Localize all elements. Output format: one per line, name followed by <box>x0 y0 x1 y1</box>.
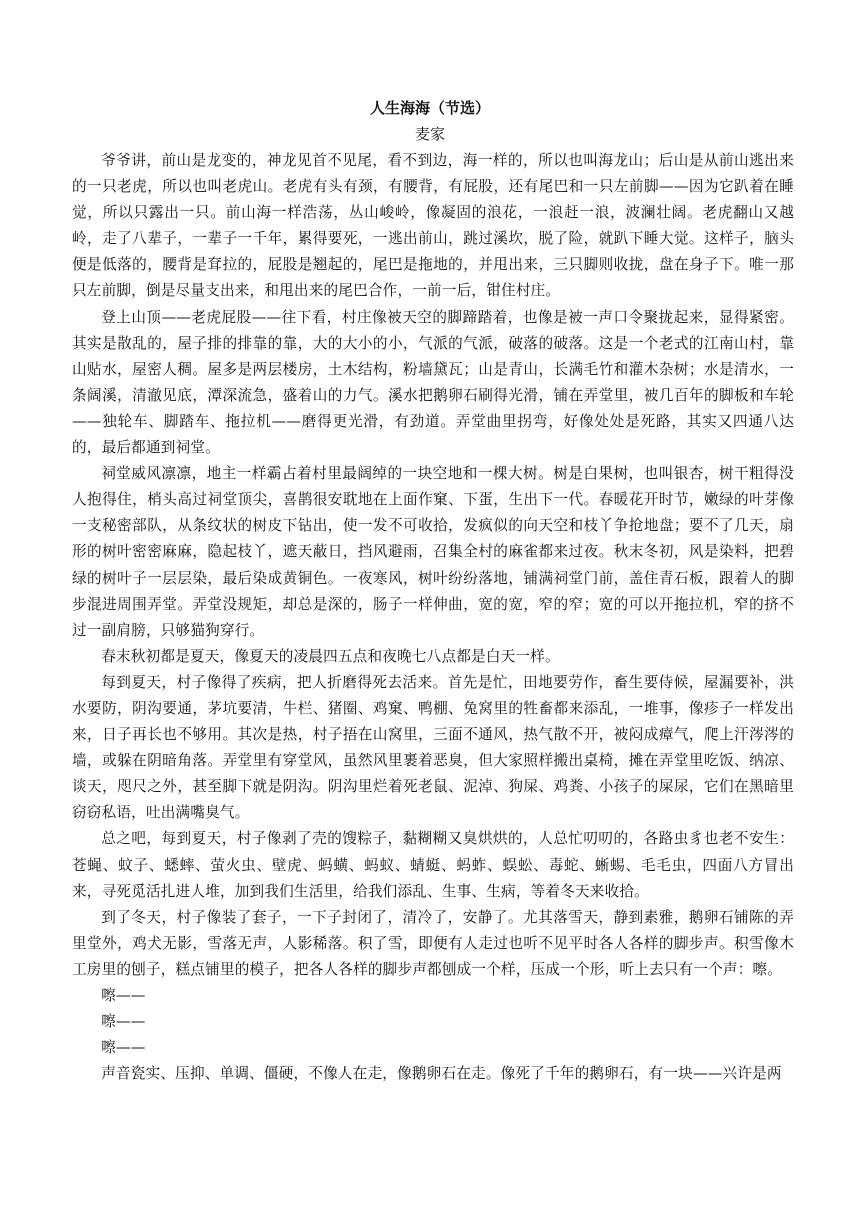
paragraph: 总之吧，每到夏天，村子像剥了壳的馊粽子，黏糊糊又臭烘烘的，人总忙叨叨的，各路虫豸也老不安生：苍蝇、蚊子、蟋蟀、萤火虫、壁虎、蚂蟥、蚂蚁、蜻蜓、蚂蚱、蜈蚣、毒蛇、蜥蜴、毛毛虫，四面八方冒出来，寻死觅活扎进人堆，加到我们生活里，给我们添乱、生事、生病，等着冬天来收拾。 <box>72 830 794 900</box>
paragraph: 到了冬天，村子像装了套子，一下子封闭了，清冷了，安静了。尤其落雪天，静到素雅，鹅卵石铺陈的弄里堂外，鸡犬无影，雪落无声，人影稀落。积了雪，即便有人走过也听不见平时各人各样的脚步声。积雪像木工房里的刨子，糕点铺里的模子，把各人各样的脚步声都刨成一个样，压成一个形，听上去只有一个声：嚓。 <box>72 908 794 978</box>
paragraph: 声音瓷实、压抑、单调、僵硬，不像人在走，像鹅卵石在走。像死了千年的鹅卵石，有一块——兴许是两 <box>101 1065 782 1083</box>
paragraph: 爷爷讲，前山是龙变的，神龙见首不见尾，看不到边，海一样的，所以也叫海龙山；后山是从前山逃出来的一只老虎，所以也叫老虎山。老虎有头有颈，有腰背，有屁股，还有尾巴和一只左前脚——因为它趴着在睡觉，所以只露出一只。前山海一样浩荡，丛山峻岭，像凝固的浪花，一浪赶一浪，波澜壮阔。老虎翻山又越岭，走了八辈子，一辈子一千年，累得要死，一逃出前山，跳过溪坎，脱了险，就趴下睡大觉。这样子，脑头便是低落的，腰背是耷拉的，屁股是翘起的，尾巴是拖地的，并甩出来，三只脚则收拢，盘在身子下。唯一那只左前脚，倒是尽量支出来，和甩出来的尾巴合作，一前一后，钳住村庄。 <box>72 152 794 300</box>
paragraph: 嚓—— <box>101 1013 146 1031</box>
paragraph: 嚓—— <box>101 987 146 1004</box>
document-author: 麦家 <box>414 125 445 143</box>
paragraph: 登上山顶——老虎屁股——往下看，村庄像被天空的脚蹄踏着，也像是被一声口令聚拢起来，显得紧密。其实是散乱的，屋子排的排靠的靠，大的大小的小，气派的气派，破落的破落。这是一个老式的江南山村，靠山贴水，屋密人稠。屋多是两层楼房，土木结构，粉墙黛瓦；山是青山，长满毛竹和灌木杂树；水是清水，一条阔溪，清澈见底，潭深流急，盛着山的力气。溪水把鹅卵石刷得光滑，铺在弄堂里，被几百年的脚板和车轮——独轮车、脚踏车、拖拉机——磨得更光滑，有劲道。弄堂曲里拐弯，好像处处是死路，其实又四通八达的，最后都通到祠堂。 <box>72 308 794 457</box>
paragraph: 每到夏天，村子像得了疾病，把人折磨得死去活来。首先是忙，田地要劳作，畜生要侍候，屋漏要补，洪水要防，阴沟要通，茅坑要清，牛栏、猪圈、鸡窠、鸭棚、兔窝里的牲畜都来添乱，一堆事，像疹子一样发出来，日子再长也不够用。其次是热，村子捂在山窝里，三面不通风，热气散不开，被闷成瘴气，爬上汗涔涔的墙，或躲在阴暗角落。弄堂里有穿堂风，虽然风里裹着恶臭，但大家照样搬出桌椅，摊在弄堂里吃饭、纳凉、谈天，咫尺之外，甚至脚下就是阴沟。阴沟里烂着死老鼠、泥淖、狗屎、鸡粪、小孩子的屎尿，它们在黑暗里窃窃私语，吐出满嘴臭气。 <box>72 673 794 822</box>
document-title: 人生海海（节选） <box>369 99 490 117</box>
document-body <box>72 148 794 1087</box>
paragraph: 祠堂威风凛凛，地主一样霸占着村里最阔绰的一块空地和一棵大树。树是白果树，也叫银杏，树干粗得没人抱得住，梢头高过祠堂顶尖，喜鹊很安耽地在上面作窠、下蛋，生出下一代。春暖花开时节，嫩绿的叶芽像一支秘密部队，从条纹状的树皮下钻出，使一发不可收拾，发疯似的向天空和枝丫争抢地盘；要不了几天，扇形的树叶密密麻麻，隐起枝丫，遮天蔽日，挡风避雨，召集全村的麻雀都来过夜。秋末冬初，风是染料，把碧绿的树叶子一层层染，最后染成黄铜色。一夜寒风，树叶纷纷落地，铺满祠堂门前，盖住青石板，跟着人的脚步混进周围弄堂。弄堂没规矩，却总是深的，肠子一样伸曲，宽的宽，窄的窄；宽的可以开拖拉机，窄的挤不过一副肩膀，只够猫狗穿行。 <box>72 465 794 639</box>
paragraph: 春末秋初都是夏天，像夏天的凌晨四五点和夜晚七八点都是白天一样。 <box>101 647 560 665</box>
paragraph: 嚓—— <box>101 1039 146 1057</box>
